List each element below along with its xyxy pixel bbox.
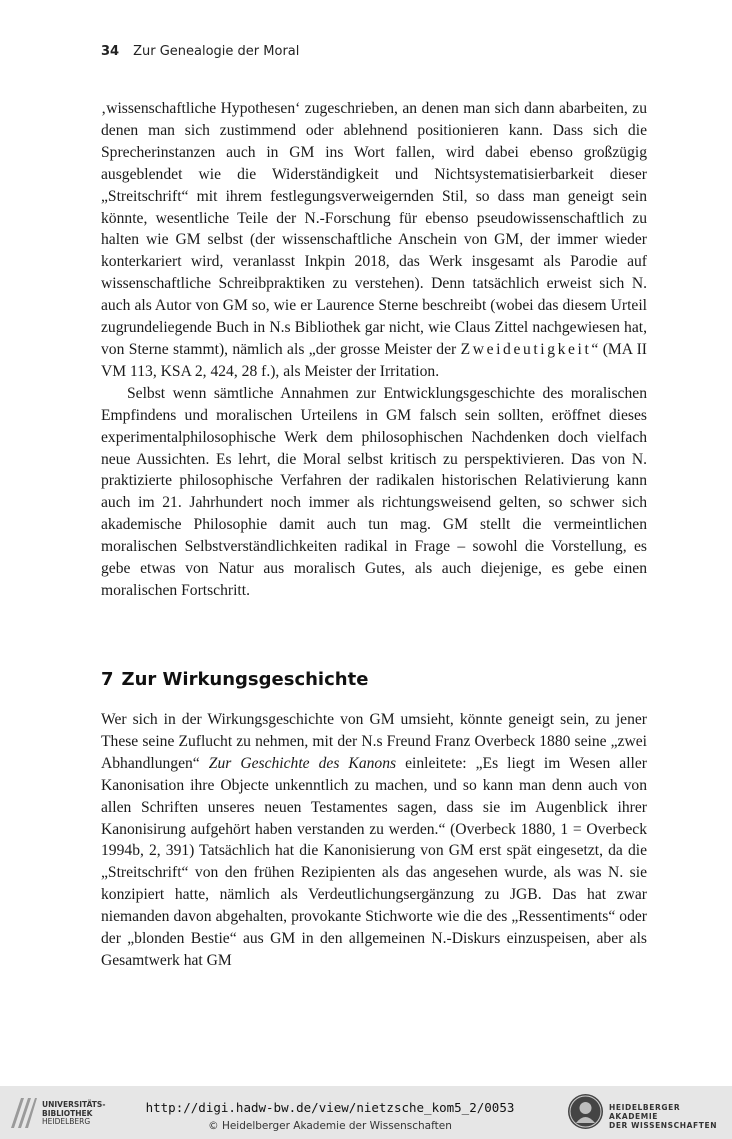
section-title: Zur Wirkungsgeschichte — [121, 669, 369, 690]
paragraph-1 — [101, 98, 647, 383]
paragraph-1-text-end: “ (MA II VM 113, KSA 2, 424, 28 f.), als Meister der Irritation. — [101, 340, 647, 380]
paragraph-3-text: Wer sich in der Wirkungsgeschichte von GM umsieht, könnte geneigt sein, zu jener These seine Zuflucht zu nehmen, mit der N.s Freund Franz Overbeck 1880 seine „zwei Abhandlungen“ — [101, 711, 647, 772]
copyright-notice: © Heidelberger Akademie der Wissenschaften — [208, 1120, 452, 1132]
book-title-italic: Zur Geschichte des Kanons — [208, 754, 397, 772]
permalink-url[interactable]: http://digi.hadw-bw.de/view/nietzsche_kom5_2/0053 — [145, 1100, 515, 1115]
paragraph-1-text: ‚wissenschaftliche Hypothesen‘ zugeschrieben, an denen man sich dann abarbeiten, zu denen man sich zustimmend oder ablehnend positionieren kann. Dass sich die Sprecherinstanzen auch in GM ins Wort fallen, wird dabei ebenso großzügig ausgeblendet wie die Widerständigkeit und Nichtsystematisierbarkeit dieser „Streitschrift“ mit ihrem festlegungsverweigernden Stil, so dass man geneigt sein könnte, wesentliche Teile der N.-Forschung für ebenso pseudowissenschaftlich zu halten wie GM selbst (der wissenschaftliche Anschein von GM, der immer wieder konterkariert wird, veranlasst Inkpin 2018, das Werk insgesamt als Parodie auf wissenschaftliche Schreibpraktiken zu verstehen). Denn tatsächlich erweist sich N. auch als Autor von GM so, wie er Laurence Sterne beschreibt (wobei das diesem Urteil zugrundeliegende Buch in N.s Bibliothek gar nicht, wie Claus Zittel nachgewiesen hat, von Sterne stammt), nämlich als „der grosse Meister der — [101, 100, 647, 358]
digitization-footer — [0, 1086, 732, 1139]
body-text-bottom — [101, 709, 647, 972]
academy-seal-icon — [568, 1094, 603, 1129]
running-title: Zur Genealogie der Moral — [133, 44, 300, 59]
running-header — [101, 44, 299, 59]
spaced-emphasis: Zweideutigkeit — [460, 340, 592, 358]
paragraph-2: Selbst wenn sämtliche Annahmen zur Entwicklungsgeschichte des moralischen Empfindens und moralischen Urteilens in GM falsch sein sollten, eröffnet dieses experimentalphilosophische Werk dem philosophischen Nachdenken doch vielfach neue Aussichten. Es lehrt, die Moral selbst kritisch zu perspektivieren. Das von N. praktizierte philosophische Verfahren der radikalen historischen Relativierung kann auch im 21. Jahrhundert noch immer als richtungsweisend gelten, so schwer sich akademische Philosophie damit auch tun mag. GM stellt die vermeintlichen moralischen Selbstverständlichkeiten radikal in Frage – sowohl die Vorstellung, es gebe etwas von Natur aus moralisch Gutes, als auch diejenige, es gebe einen moralischen Fortschritt. — [101, 384, 647, 599]
page-number: 34 — [101, 44, 120, 59]
university-library-name: UNIVERSITÄTS- BIBLIOTHEK HEIDELBERG — [42, 1100, 106, 1126]
section-number: 7 — [101, 669, 114, 690]
paragraph-3 — [101, 709, 647, 972]
body-text-top — [101, 98, 647, 602]
academy-name: HEIDELBERGER AKADEMIE DER WISSENSCHAFTEN — [609, 1103, 718, 1130]
paragraph-3-text-end: einleitete: „Es liegt im Wesen aller Kanonisation ihre Objecte unkenntlich zu machen, und so kann man denn auch von allen Schriften unseres neuen Testamentes sagen, dass sie im Augenblick ihrer Kanonisirung aufgehört haben verstanden zu werden.“ (Overbeck 1880, 1 = Overbeck 1994b, 2, 391) Tatsächlich hat die Kanonisierung von GM erst spät eingesetzt, da die „Streitschrift“ von den frühen Rezipienten als das angesehen wurde, als was N. sie konzipiert hatte, nämlich als Verdeutlichungsergänzung zu JGB. Das hat zwar niemanden davon abgehalten, provokante Stichworte wie die des „Ressentiments“ oder der „blonden Bestie“ aus GM in den allgemeinen N.-Diskurs einzuspeisen, aber als Gesamtwerk hat GM — [101, 754, 647, 969]
section-heading — [101, 669, 368, 690]
